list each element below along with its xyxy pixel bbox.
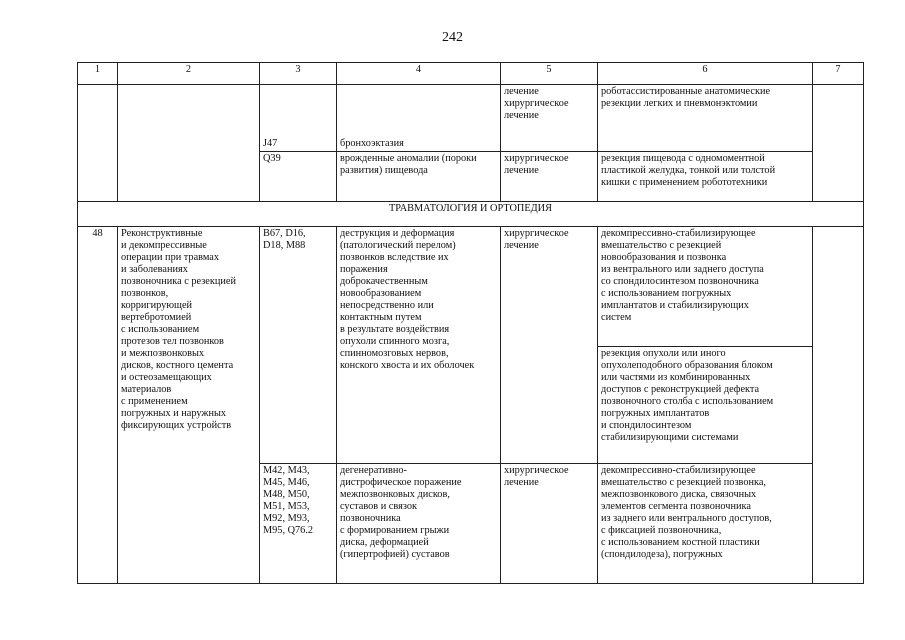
- table-row: [78, 85, 864, 152]
- treatment-cell: хирургическое лечение: [501, 152, 598, 202]
- column-header: 5: [501, 63, 598, 85]
- code-cell: Q39: [260, 152, 337, 202]
- method-cell: декомпрессивно-стабилизирующее вмешательство с резекцией новообразования и позвонка из вентрального или заднего доступа со спондилосинтезом позвоночника с использованием погружных имплантатов и стабилизирующих систем: [598, 227, 813, 347]
- item-name: Реконструктивные и декомпрессивные операции при травмах и заболеваниях позвоночника с резекцией позвонков, корригирующей вертебротомией с использованием протезов тел позвонков и межпозвонковых дисков, костного цемента и остеозамещающих материалов с применением погружных и наружных фиксирующих устройств: [118, 227, 260, 584]
- diagnosis-cell: деструкция и деформация (патологический перелом) позвонков вследствие их поражения доброкачественным новообразованием непосредственно или контактным путем в результате воздействия опухоли спинного мозга, спинномозговых нервов, конского хвоста и их оболочек: [337, 227, 501, 464]
- diagnosis-cell: бронхоэктазия: [337, 85, 501, 152]
- table-row: [78, 227, 864, 347]
- tariff-cell: [813, 85, 864, 202]
- method-cell: роботассистированные анатомические резекции легких и пневмонэктомии: [598, 85, 813, 152]
- column-header: 1: [78, 63, 118, 85]
- method-cell: декомпрессивно-стабилизирующее вмешательство с резекцией позвонка, межпозвонкового диска, связочных элементов сегмента позвоночника из заднего или вентрального доступов, с фиксацией позвоночника, с использованием костной пластики (спондилодеза), погружных: [598, 464, 813, 584]
- method-cell: резекция опухоли или иного опухолеподобного образования блоком или частями из комбинированных доступов с реконструкцией дефекта позвоночного столба с использованием погружных имплантатов и спондилосинтезом стабилизирующими системами: [598, 347, 813, 464]
- tariff-cell: [813, 227, 864, 584]
- code-cell: J47: [260, 85, 337, 152]
- column-number-row: [78, 63, 864, 85]
- column-header: 2: [118, 63, 260, 85]
- diagnosis-cell: дегенеративно- дистрофическое поражение межпозвонковых дисков, суставов и связок позвоночника с формированием грыжи диска, деформацией (гипертрофией) суставов: [337, 464, 501, 584]
- method-cell: резекция пищевода с одномоментной пластикой желудка, тонкой или толстой кишки с применением робототехники: [598, 152, 813, 202]
- section-title: ТРАВМАТОЛОГИЯ И ОРТОПЕДИЯ: [78, 202, 864, 227]
- item-number: 48: [78, 227, 118, 584]
- column-header: 6: [598, 63, 813, 85]
- treatment-cell: лечение хирургическое лечение: [501, 85, 598, 152]
- name-cell: [118, 85, 260, 202]
- column-header: 3: [260, 63, 337, 85]
- medical-care-table: [77, 62, 864, 584]
- treatment-cell: хирургическое лечение: [501, 464, 598, 584]
- section-row: [78, 202, 864, 227]
- code-cell: M42, M43, M45, M46, M48, M50, M51, M53, M92, M93, M95, Q76.2: [260, 464, 337, 584]
- code-cell: B67, D16, D18, M88: [260, 227, 337, 464]
- column-header: 4: [337, 63, 501, 85]
- number-cell: [78, 85, 118, 202]
- column-header: 7: [813, 63, 864, 85]
- treatment-cell: хирургическое лечение: [501, 227, 598, 464]
- diagnosis-cell: врожденные аномалии (пороки развития) пищевода: [337, 152, 501, 202]
- page-number: 242: [442, 30, 463, 45]
